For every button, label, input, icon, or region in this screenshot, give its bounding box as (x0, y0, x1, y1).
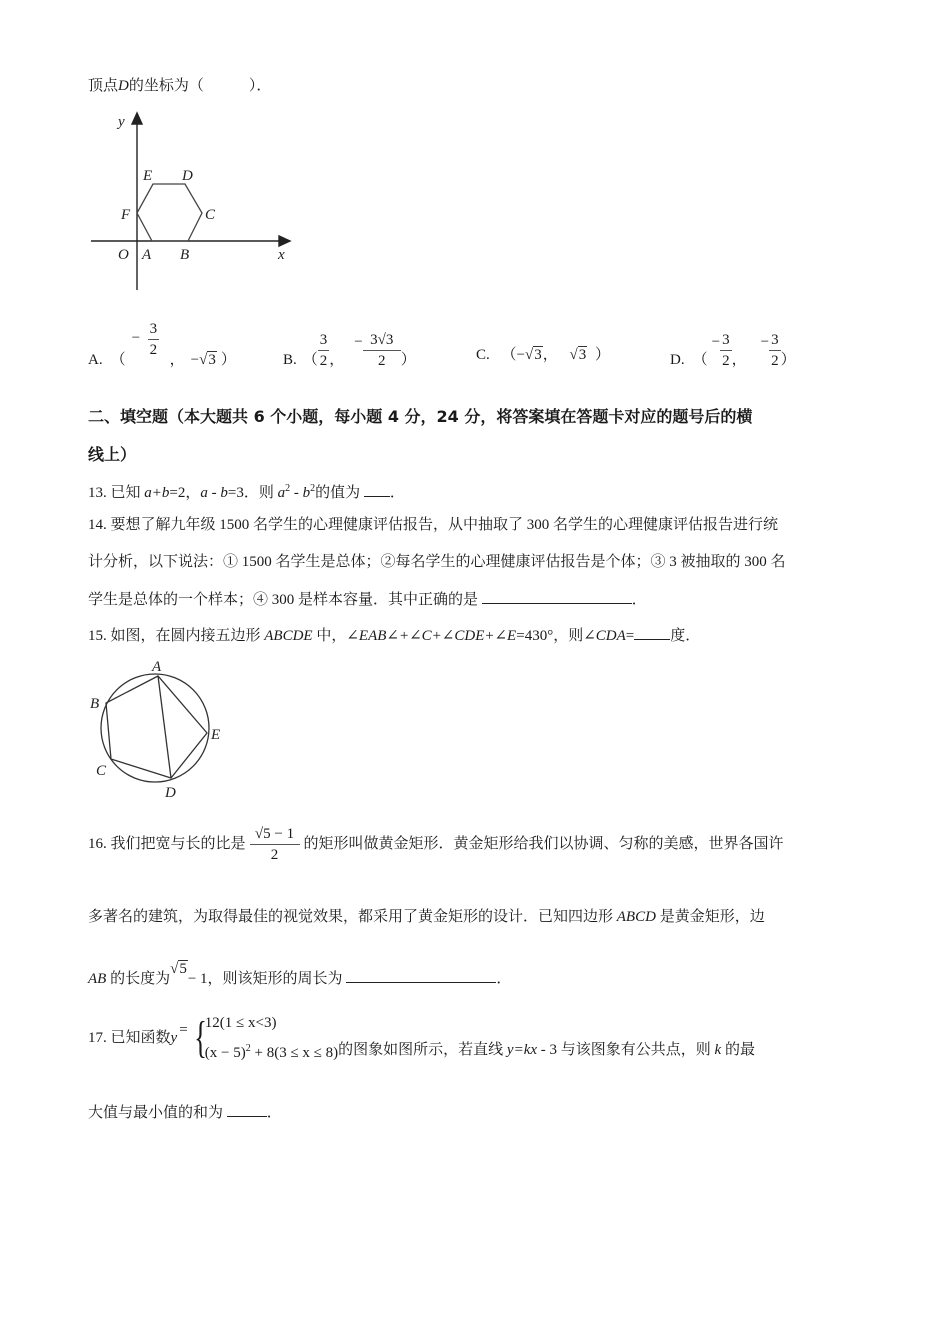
q13-sup: 2 (285, 483, 291, 494)
question-17-line2 (88, 1102, 282, 1123)
radicand: 3 (534, 347, 542, 363)
paren: ） (780, 352, 796, 368)
q15-prefix: 15. 如图，在圆内接五边形 (88, 628, 265, 644)
radicand: 5 (179, 961, 187, 977)
option-a-x (126, 320, 170, 370)
pentagon-circle-figure (85, 652, 245, 807)
numerator: √5 − 1 (254, 825, 295, 842)
q17-end: ． (266, 1105, 282, 1121)
q17-eq: = (179, 1022, 188, 1038)
svg-text:E: E (211, 727, 221, 743)
paren: （ (501, 347, 517, 363)
q17-line2-text: 大值与最小值的和为 (88, 1105, 227, 1121)
q17-k: k (714, 1042, 722, 1058)
q13-end: ． (389, 485, 405, 501)
denominator: 2 (318, 350, 330, 370)
option-d[interactable] (670, 318, 796, 370)
q13-a: a (277, 485, 286, 501)
numerator: 3 (149, 321, 158, 337)
q15-answer-blank[interactable] (634, 625, 670, 640)
q13-val2: =3．则 (227, 485, 278, 501)
sqrt-3: √3 (199, 352, 216, 368)
q15-unit: 度． (670, 628, 701, 644)
q16-line1-rest: 的矩形叫做黄金矩形．黄金矩形给我们以协调、匀称的美感，世界各国许 (303, 836, 784, 852)
option-b[interactable] (283, 318, 416, 370)
svg-text:D: D (182, 168, 193, 184)
q13-answer-blank[interactable] (364, 482, 390, 497)
comma: ， (169, 352, 185, 368)
minus-sign: − (760, 334, 770, 350)
golden-ratio-fraction (250, 825, 300, 864)
question-16-line2 (88, 907, 765, 927)
question-14-line2: 计分析，以下说法：① 1500 名学生是总体；②每名学生的心理健康评估报告是个体；③ 3 被抽取的 300 名 (88, 554, 786, 570)
q13-expr: a+b (144, 485, 170, 501)
q14-end: ． (631, 592, 647, 608)
q17-line-eq: y=kx (506, 1042, 538, 1058)
q16-minus-one: − 1 (187, 971, 208, 987)
svg-text:C: C (96, 763, 107, 779)
q15-eq: = (625, 628, 635, 644)
svg-text:y: y (118, 114, 125, 130)
q16-text-post: 是黄金矩形，边 (655, 909, 765, 925)
numerator: 3 (319, 332, 328, 348)
fraction (318, 331, 330, 370)
numerator: 3√3 (370, 332, 394, 348)
fraction (363, 331, 401, 370)
q13-var-b: b (220, 485, 228, 501)
q16-prefix: 16. 我们把宽与长的比是 (88, 836, 246, 852)
q12-var: D (118, 78, 129, 94)
q12-text-after: 的坐标为（ ）． (128, 78, 272, 94)
piecewise-case-2 (205, 1036, 338, 1066)
q14-text: 学生是总体的一个样本；④ 300 是样本容量．其中正确的是 (88, 592, 482, 608)
q13-minus2: - (290, 485, 303, 501)
q16-answer-blank[interactable] (346, 968, 496, 983)
svg-text:A: A (142, 247, 152, 263)
question-15 (88, 625, 700, 646)
q15-shape: ABCDE (264, 628, 313, 644)
fraction (769, 331, 781, 370)
denominator: 2 (148, 339, 160, 359)
paren: （ (302, 352, 318, 368)
x-axis-arrow-icon (279, 236, 290, 246)
option-c-label: C. (476, 347, 490, 363)
paren: ） (594, 347, 610, 363)
circumcircle (101, 674, 209, 782)
denominator: 2 (769, 350, 781, 370)
fraction (720, 331, 732, 370)
hexagon-shape (137, 184, 202, 241)
sqrt-3: √3 (525, 347, 542, 363)
q17-answer-blank[interactable] (227, 1102, 267, 1117)
hexagon-coordinate-figure (85, 105, 300, 300)
minus-sign: − (516, 347, 525, 363)
case2-part: (x − 5) (204, 1045, 246, 1061)
paren: （ (692, 352, 708, 368)
denominator: 2 (720, 350, 732, 370)
minus-sign: − (711, 334, 721, 350)
q12-text: 顶点 (88, 78, 119, 94)
section-heading-line1: 二、填空题（本大题共 6 个小题，每小题 4 分，24 分，将答案填在答题卡对应的题号后的横 (88, 407, 753, 426)
paren: （ (110, 352, 126, 368)
q17-y: y (170, 1030, 178, 1046)
svg-text:B: B (180, 247, 190, 263)
piecewise-brace: { (193, 1013, 207, 1062)
fraction (148, 320, 160, 359)
minus-sign: − (354, 334, 363, 350)
option-a[interactable] (88, 318, 236, 370)
question-14-line1: 14. 要想了解九年级 1500 名学生的心理健康评估报告，从中抽取了 300 名学生的心理健康评估报告进行统 (88, 517, 779, 533)
q13-prefix: 13. 已知 (88, 485, 145, 501)
diagonal-ad (158, 676, 171, 778)
minus-sign: − (131, 330, 141, 346)
svg-text:x: x (278, 247, 285, 263)
q16-var-ab: AB (88, 971, 107, 987)
q17-rest (338, 1040, 755, 1060)
option-b-label: B. (283, 352, 297, 368)
piecewise-cases (205, 1010, 338, 1066)
comma: ， (731, 352, 747, 368)
svg-text:A: A (152, 659, 162, 675)
comma: ， (329, 352, 345, 368)
q13-var-a: a (200, 485, 208, 501)
option-d-label: D. (670, 352, 685, 368)
piecewise-case-1: 12(1 ≤ x<3) (204, 1015, 277, 1031)
option-c[interactable] (476, 345, 610, 365)
q13-val: =2， (169, 485, 201, 501)
numerator: 3 (771, 332, 779, 348)
case2-part: + 8(3 ≤ x ≤ 8) (250, 1045, 339, 1061)
y-axis-arrow-icon (132, 113, 142, 124)
svg-text:E: E (143, 168, 153, 184)
q15-mid: 中， (312, 628, 347, 644)
denominator: 2 (363, 350, 401, 370)
svg-text:C: C (205, 207, 216, 223)
q15-val: =430°，则 (516, 628, 584, 644)
q13-b: b (302, 485, 311, 501)
q16-end: ． (496, 971, 512, 987)
q15-target: ∠CDA (583, 628, 626, 644)
q14-answer-blank[interactable] (482, 589, 632, 604)
q17-text3: 的最 (721, 1042, 755, 1058)
paren: ） (220, 352, 236, 368)
sqrt-5: √5 (170, 961, 187, 977)
q16-text-post: ，则该矩形的周长为 (207, 971, 347, 987)
q16-var: ABCD (616, 909, 656, 925)
denominator: 2 (250, 844, 300, 864)
q17-text2: - 3 与该图象有公共点，则 (537, 1042, 715, 1058)
svg-text:O: O (118, 247, 129, 263)
sqrt-3: √3 (569, 347, 587, 363)
svg-text:F: F (121, 207, 131, 223)
q17-text: 的图象如图所示，若直线 (338, 1042, 507, 1058)
question-16-line3 (88, 961, 512, 989)
q17-prefix: 17. 已知函数 (88, 1030, 171, 1046)
q16-text: 多著名的建筑，为取得最佳的视觉效果，都采用了黄金矩形的设计．已知四边形 (88, 909, 617, 925)
question-14-line3 (88, 589, 647, 610)
question-16-line1 (88, 818, 784, 870)
svg-text:B: B (90, 696, 100, 712)
question-13 (88, 479, 405, 503)
comma: ， (542, 347, 558, 363)
radicand: 3 (208, 352, 216, 368)
q15-angles: ∠EAB∠+∠C+∠CDE+∠E (346, 628, 517, 644)
question-17-line1 (88, 1010, 755, 1066)
numerator: 3 (722, 332, 730, 348)
q13-minus: - (207, 485, 221, 501)
paren: ） (400, 352, 416, 368)
q13-sup: 2 (310, 483, 316, 494)
q13-suffix: 的值为 (315, 485, 364, 501)
q16-text: 的长度为 (106, 971, 171, 987)
minus-sign: − (190, 352, 200, 368)
case2-sup: 2 (245, 1043, 251, 1054)
option-a-label: A. (88, 352, 103, 368)
q12-question-tail (88, 76, 271, 96)
pentagon-shape (106, 676, 207, 778)
svg-text:D: D (165, 785, 176, 801)
section-heading-line2: 线上） (88, 445, 137, 464)
radicand: 3 (578, 347, 587, 363)
